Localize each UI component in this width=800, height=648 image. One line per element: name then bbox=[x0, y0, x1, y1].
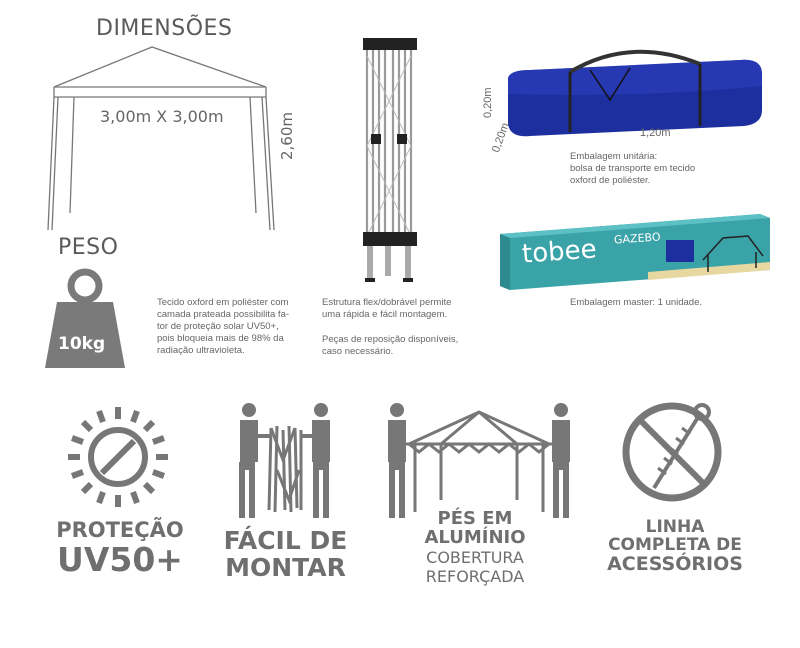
aluminum-line-4: REFORÇADA bbox=[425, 567, 525, 586]
accessories-line-1: LINHA bbox=[645, 517, 705, 537]
easy-line-1: FÁCIL DE bbox=[223, 526, 348, 555]
folded-frame-image bbox=[355, 36, 425, 286]
parts-line: Peças de reposição disponíveis, bbox=[322, 334, 459, 345]
accessories-line-2: COMPLETA DE bbox=[608, 535, 742, 555]
dimensions-title: DIMENSÕES bbox=[96, 16, 233, 41]
box-caption: Embalagem master: 1 unidade. bbox=[570, 297, 703, 308]
bag-caption bbox=[570, 151, 760, 187]
uv-feature-label bbox=[55, 518, 185, 579]
fabric-line: camada prateada possibilita fa- bbox=[157, 309, 290, 320]
accessories-feature-label bbox=[600, 519, 750, 574]
easy-line-2: MONTAR bbox=[225, 553, 346, 582]
uv-line-1: PROTEÇÃO bbox=[56, 518, 184, 542]
bag-caption-line: oxford de poliéster. bbox=[570, 175, 651, 186]
bag-caption-line: bolsa de transporte em tecido bbox=[570, 163, 696, 174]
bag-length-dim: 1,20m bbox=[640, 127, 671, 139]
accessories-line-3: ACESSÓRIOS bbox=[607, 553, 743, 575]
sun-icon bbox=[66, 405, 170, 509]
parts-description bbox=[322, 334, 482, 358]
fabric-line: pois bloqueia mais de 98% da bbox=[157, 333, 284, 344]
weight-value: 10kg bbox=[58, 334, 106, 354]
aluminum-line-1: PÉS EM bbox=[437, 508, 513, 529]
fabric-description bbox=[157, 297, 307, 357]
uv-line-2: UV50+ bbox=[57, 540, 183, 579]
bag-caption-line: Embalagem unitária: bbox=[570, 151, 658, 162]
structure-line: uma rápida e fácil montagem. bbox=[322, 309, 448, 320]
easy-feature-label bbox=[218, 528, 353, 580]
structure-line: Estrutura flex/dobrável permite bbox=[322, 297, 452, 308]
structure-description bbox=[322, 297, 482, 321]
bag-height-dim: 0,20m bbox=[482, 87, 494, 118]
size-label: 3,00m X 3,00m bbox=[100, 107, 224, 126]
parts-line: caso necessário. bbox=[322, 346, 394, 357]
weight-icon bbox=[43, 268, 128, 373]
box-brand: tobee bbox=[521, 234, 598, 270]
fabric-line: tor de proteção solar UV50+, bbox=[157, 321, 279, 332]
people-assembling-icon bbox=[235, 400, 335, 522]
transport-bag-image bbox=[500, 40, 770, 140]
fabric-line: radiação ultravioleta. bbox=[157, 345, 245, 356]
gazebo-with-people-icon bbox=[385, 400, 575, 522]
box-product: GAZEBO bbox=[613, 230, 661, 247]
bag-depth-dim: 0,20m bbox=[490, 121, 512, 155]
fabric-line: Tecido oxford em poliéster com bbox=[157, 297, 289, 308]
aluminum-line-2: ALUMÍNIO bbox=[424, 527, 526, 548]
height-label: 2,60m bbox=[278, 111, 296, 160]
stake-accessory-icon bbox=[620, 400, 724, 504]
weight-title: PESO bbox=[58, 235, 119, 260]
gazebo-outline-drawing bbox=[40, 45, 280, 235]
aluminum-feature-label bbox=[395, 510, 555, 586]
aluminum-line-3: COBERTURA bbox=[426, 548, 524, 567]
